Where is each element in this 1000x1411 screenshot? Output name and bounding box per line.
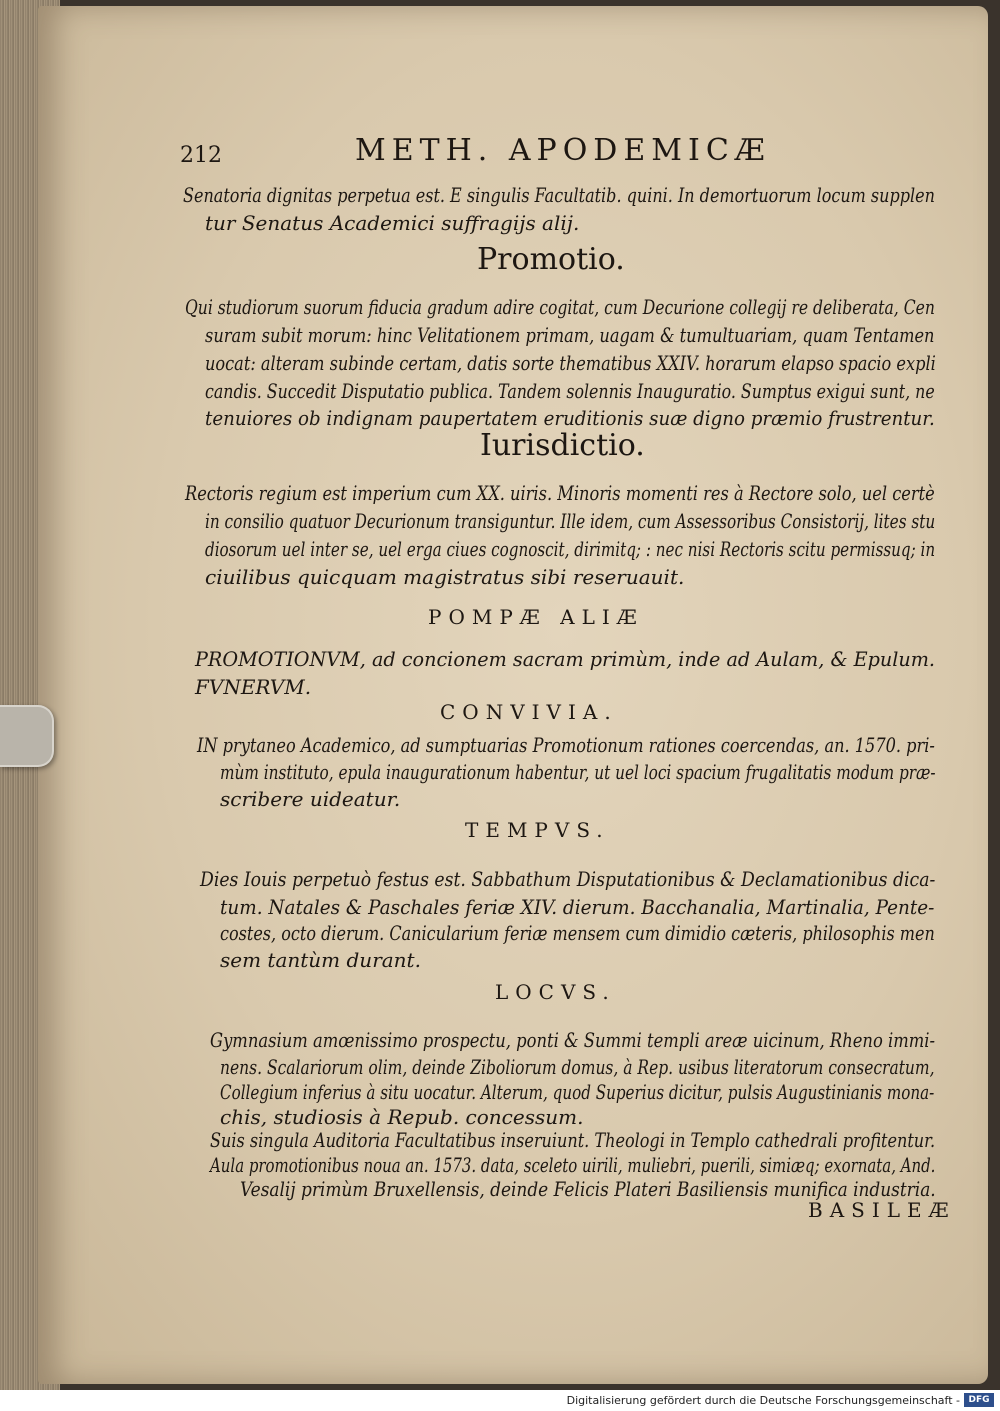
iurisdictio-line: ciuilibus quicquam magistratus sibi reseruauit. (205, 565, 685, 589)
dfg-logo-icon: DFG (964, 1393, 994, 1407)
promotio-line: suram subit morum: hinc Velitationem primam, uagam & tumultuariam, quam Tentamen (205, 323, 935, 347)
section-title-locus: LOCVS. (495, 980, 616, 1004)
footer-bar (0, 1390, 1000, 1411)
running-title: METH. APODEMICÆ (355, 133, 771, 168)
iurisdictio-line: in consilio quatuor Decurionum transiguntur. Ille idem, cum Assessoribus Consistorij, lites stu (205, 509, 936, 533)
intro-line: Senatoria dignitas perpetua est. E singulis Facultatib. quini. In demortuorum locum supplen (183, 183, 935, 207)
promotio-line: tenuiores ob indignam paupertatem eruditionis suæ digno præmio frustrentur. (205, 406, 935, 430)
convivia-line: IN prytaneo Academico, ad sumptuarias Promotionum rationes coercendas, an. 1570. pri- (197, 733, 935, 757)
locus-line: Vesalij primùm Bruxellensis, deinde Felicis Plateri Basiliensis munifica industria. (240, 1177, 936, 1201)
promotio-line: candis. Succedit Disputatio publica. Tandem solennis Inauguratio. Sumptus exigui sunt, ne (205, 379, 935, 403)
convivia-line: mùm instituto, epula inaugurationum habentur, ut uel loci spacium frugalitatis modum præ- (220, 760, 936, 784)
tempus-line: Dies Iouis perpetuò festus est. Sabbathum Disputationibus & Declamationibus dica- (200, 867, 936, 891)
locus-line: Gymnasium amœnissimo prospectu, ponti & Summi templi areæ uicinum, Rheno immi- (210, 1028, 936, 1052)
intro-line: tur Senatus Academici suffragijs alij. (205, 211, 580, 235)
footer-credit: Digitalisierung gefördert durch die Deutsche Forschungsgemeinschaft - (566, 1394, 960, 1407)
locus-line: Collegium inferius à situ uocatur. Alterum, quod Superius dicitur, pulsis Augustinianis mona- (220, 1080, 935, 1104)
locus-line: chis, studiosis à Repub. concessum. (220, 1105, 584, 1129)
section-title-iurisdictio: Iurisdictio. (480, 428, 645, 463)
promotio-line: Qui studiorum suorum fiducia gradum adire cogitat, cum Decurione collegij re deliberata, Cen (185, 295, 935, 319)
pompae-line: FVNERVM. (195, 675, 312, 699)
convivia-line: scribere uideatur. (220, 787, 401, 811)
pompae-line: PROMOTIONVM, ad concionem sacram primùm, inde ad Aulam, & Epulum. (195, 647, 936, 671)
locus-line: Suis singula Auditoria Facultatibus inseruiunt. Theologi in Templo cathedrali profitentur. (210, 1128, 936, 1152)
tempus-line: tum. Natales & Paschales feriæ XIV. dierum. Bacchanalia, Martinalia, Pente- (220, 895, 935, 919)
page-clip (0, 705, 54, 767)
section-title-tempus: TEMPVS. (465, 818, 610, 842)
section-title-pompae: POMPÆ ALIÆ (428, 605, 644, 629)
section-title-convivia: CONVIVIA. (440, 700, 618, 724)
promotio-line: uocat: alteram subinde certam, datis sorte thematibus XXIV. horarum elapso spacio expli (205, 351, 936, 375)
catchword: BASILEÆ (808, 1198, 956, 1222)
page-number: 212 (180, 143, 222, 168)
tempus-line: sem tantùm durant. (220, 948, 421, 972)
iurisdictio-line: Rectoris regium est imperium cum XX. uiris. Minoris momenti res à Rectore solo, uel certè (185, 481, 935, 505)
section-title-promotio: Promotio. (477, 242, 625, 277)
tempus-line: costes, octo dierum. Canicularium feriæ mensem cum dimidio cæteris, philosophis men (220, 921, 935, 945)
locus-line: nens. Scalariorum olim, deinde Ziboliorum domus, à Rep. usibus literatorum consecratum, (220, 1055, 935, 1079)
locus-line: Aula promotionibus noua an. 1573. data, sceleto uirili, muliebri, puerili, simiæq; exornata, And. (210, 1153, 936, 1177)
iurisdictio-line: diosorum uel inter se, uel erga ciues cognoscit, dirimitq; : nec nisi Rectoris scitu permissuq; in (205, 537, 936, 561)
